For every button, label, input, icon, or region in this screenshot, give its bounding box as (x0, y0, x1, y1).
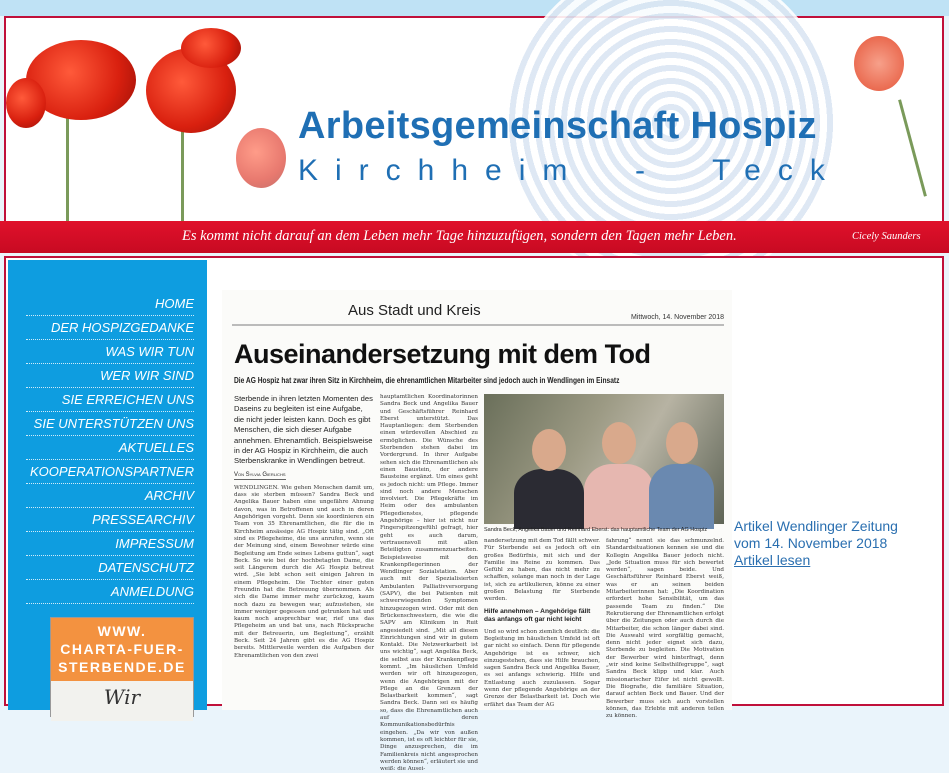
article-column: nandersetzung mit dem Tod fällt schwer. Für Sterbende sei es jedoch oft ein großes Bedürfnis, mit sich und der Familie ins Reine zu kommen. Das Gefühl zu haben, das nicht mehr zu schaffen, solange man noch in der Lage ist, sich zu artikulieren, könne zu einer großen Belastung für Sterbende werden. (484, 538, 600, 603)
article-middle-column (484, 538, 600, 710)
charta-banner[interactable] (50, 617, 194, 717)
nav-was-wir-tun[interactable]: WAS WIR TUN (26, 340, 194, 364)
person-figure (514, 469, 584, 529)
nav-datenschutz[interactable]: DATENSCHUTZ (26, 556, 194, 580)
nav-hospizgedanke[interactable]: DER HOSPIZGEDANKE (26, 316, 194, 340)
section-title: Aus Stadt und Kreis (348, 302, 481, 319)
quote-banner (0, 221, 949, 253)
nav-anmeldung[interactable]: ANMELDUNG (26, 580, 194, 604)
photo-caption: Sandra Beck, Angelika Bauer und Reinhard Eberst: das hauptamtliche Team der AG Hospiz (484, 527, 708, 533)
article-subline: Die AG Hospiz hat zwar ihren Sitz in Kirchheim, die ehrenamtlichen Mitarbeiter sind jedoch auch in Wendlingen im Einsatz (234, 375, 620, 385)
nav-sie-erreichen-uns[interactable]: SIE ERREICHEN UNS (26, 388, 194, 412)
quote-text: Es kommt nicht darauf an dem Leben mehr Tage hinzuzufügen, sondern den Tagen mehr Leben. (182, 228, 737, 244)
article-column: hauptamtlichen Koordinatorinnen Sandra Beck und Angelika Bauer und Geschäftsführer Reinhard Eberst unterstützt. Das Hauptanliegen: dem Sterbenden einen würdevollen Abschied zu ermöglichen. Die Wünsche des Sterbenden stehen dabei im Vordergrund. In ihrer Aufgabe sehen sich die Ehrenamtlichen als einen Baustein, der andere Bausteine ergänzt. Um eines geht es jedoch nicht: um Pflege. Immer sind noch andere Menschen involviert. Die Pflegekräfte im Heim oder des ambulanten Pflegedienstes, pflegende Angehörige – hier ist nicht nur Fingerspitzengefühl gefragt, hier geht es auch darum, vertrauensvoll mit allen Beteiligten zusammenzuarbeiten. Beispielsweise mit den Krankenpflegerinnen der Wendlinger Sozialstation. Aber auch mit der Spezialisierten Ambulanten Palliativversorgung (SAPV), die bei Patienten mit schwerwiegenden Symptomen hinzugezogen wird. Oder mit den Brückenschwestern, die wie die SAPV am Klinikum in Ruit angesiedelt sind. „Mit all diesen Einrichtungen sind wir in gutem Kontakt. Die Netzwerkarbeit ist uns wichtig“, sagt Angelika Beck, die selbst aus der Krankenpflege kommt. „Im häuslichen Umfeld werden wir oft hinzugezogen, wenn die Angehörigen mit der Pflege an die Grenzen der Belastbarkeit kommen“, sagt Sandra Beck. Dann sei es häufig so, dass die Ehrenamtlichen auch auf deren Kommunikationsbedürfnis eingehen. „Da wir von außen kommen, ist es oft leichter für sie, Dinge anzusprechen, die im Familienkreis nicht angesprochen werden können“, erläutert sie und weiß: die Ausei- (380, 394, 478, 773)
nav-pressearchiv[interactable]: PRESSEARCHIV (26, 508, 194, 532)
site-title[interactable]: Arbeitsgemeinschaft Hospiz (298, 105, 817, 147)
site-subtitle: Kirchheim - Teck (298, 154, 842, 187)
read-article-link[interactable]: Artikel lesen (734, 552, 811, 568)
top-strip (0, 0, 949, 16)
person-face (532, 429, 566, 471)
article-date: Mittwoch, 14. November 2018 (631, 314, 724, 321)
charta-line: WWW. (97, 623, 147, 639)
charta-line: STERBENDE.DE (58, 659, 186, 675)
divider (232, 324, 724, 326)
person-face (602, 422, 636, 464)
poppy-stem (181, 128, 184, 228)
person-figure (584, 464, 654, 529)
article-byline: Von Sylvia Gierlichs (234, 471, 286, 478)
poppy-stem (66, 108, 69, 228)
article-left-column (234, 394, 374, 710)
nav-sie-unterstuetzen-uns[interactable]: SIE UNTERSTÜTZEN UNS (26, 412, 194, 436)
main-nav (26, 292, 194, 604)
main-content (4, 256, 944, 773)
nav-archiv[interactable]: ARCHIV (26, 484, 194, 508)
nav-kooperationspartner[interactable]: KOOPERATIONSPARTNER (26, 460, 194, 484)
poppy-image (236, 128, 286, 188)
person-face (666, 422, 698, 464)
charta-url-box (51, 618, 193, 681)
article-column: WENDLINGEN. Wie gehen Menschen damit um, dass sie sterben müssen? Sandra Beck und Angelika Bauer haben eine ungefähre Ahnung davon, was in Betroffenen und auch in deren Angehörigen vorgeht. Denn sie koordinieren ein Team von 35 Ehrenamtlichen, die für die in Kirchheim ansässige AG Hospiz tätig sind. „Oft sind es Pflegeheime, die uns anrufen, wenn sie der Meinung sind, einem Bewohner würde eine Begleitung am Ende seines Lebens guttun“, sagt Beck. So wie bei der hochbetagten Dame, die seit Längerem durch die AG Hospiz betreut wird. „Sie lebt schon seit einigen Jahren in einem Pflegeheim. Die Tochter einer guten Freundin hat die Betreuung übernommen. Als sich die Dame immer mehr zurückzog, kaum noch dazu zu bewegen war, aufzustehen, sie immer weniger gegessen und getrunken hat und kaum noch ansprechbar war, rief uns das Pflegeheim an und bat uns, nach Rücksprache mit der Betreuerin, um Begleitung“, erzählt Beck. Seit 24 Jahren gibt es die AG Hospiz bereits. Mittlerweile werden die Aufgaben der Ehrenamtlichen von den zwei (234, 484, 374, 659)
poppy-stem (898, 99, 927, 196)
nav-wer-wir-sind[interactable]: WER WIR SIND (26, 364, 194, 388)
nav-aktuelles[interactable]: AKTUELLES (26, 436, 194, 460)
article-column: Und so wird schon ziemlich deutlich: die Begleitung im häuslichen Umfeld ist oft gar nicht so einfach. Denn für pflegende Angehörige ist es schwer, sich einzugestehen, dass sie Hilfe brauchen, sagen Sandra Beck und Angelika Bauer, es sei anfangs schwierig. Hilfe und Entlastung auch zuzulassen. Sogar wenn der pflegende Angehörige an der Grenze der Belastbarkeit ist. Doch wie erfährt das Team der AG (484, 628, 600, 708)
sidebar (8, 260, 207, 710)
quote-author: Cicely Saunders (852, 231, 921, 242)
nav-home[interactable]: HOME (26, 292, 194, 316)
article-column: fahrung“ nennt sie das schmunzelnd. Standardsituationen kennen sie und die Kollegin Angelika Bauer jedoch nicht. „Jede Situation muss für sich bewertet werden“, sagen beide. Und Geschäftsführer Reinhard Eberst weiß, was er an seinen beiden Mitarbeiterinnen hat: „Die Koordination erfordert hohe Sensibilität, um das passende Team zu finden.“ Die Rekrutierung der Ehrenamtlichen erfolgt über die Zeitungen oder auch durch die Mitarbeiter, die schon länger dabei sind. Die Auswahl wird sorgfältig gemacht, denn nicht jeder eignet sich dazu, Sterbende zu begleiten. Die Motivation der Bewerber wird hinterfragt, denn „wir sind keine Selbsthilfegruppe“, sagt Sandra Beck klipp und klar. Auch missionarischer Eifer ist nicht gewollt. Die Biografie, die familiäre Situation, darauf achten Beck und Bauer. Und der Bewerber muss sich auch vorstellen können, das Erlebte mit anderen teilen zu können. (606, 538, 724, 720)
charta-line: CHARTA-FUER- (60, 641, 184, 657)
poppy-image (181, 28, 241, 68)
person-figure (649, 464, 714, 529)
article-intro: Sterbende in ihren letzten Momenten des Daseins zu begleiten ist eine Aufgabe, die nicht jeder leisten kann. Doch es gibt Menschen, die sich dieser Aufgabe annehmen. Ehrenamtlich. Beispielsweise in der AG Hospiz in Kirchheim, die auch Sterbenskranke in Wendlingen betreut. (234, 394, 373, 466)
charta-word: Wir (51, 681, 193, 721)
article-subhead: Hilfe annehmen – Angehörige fällt das anfangs oft gar nicht leicht (484, 607, 591, 624)
site-header (4, 16, 944, 221)
poppy-image (6, 78, 46, 128)
newspaper-clipping[interactable] (222, 290, 732, 773)
nav-impressum[interactable]: IMPRESSUM (26, 532, 194, 556)
poppy-image (854, 36, 904, 91)
article-info (734, 518, 898, 569)
article-headline: Auseinandersetzung mit dem Tod (234, 339, 651, 369)
article-source: Artikel Wendlinger Zeitung (734, 518, 898, 534)
team-photo (484, 394, 724, 524)
article-source-date: vom 14. November 2018 (734, 535, 888, 551)
